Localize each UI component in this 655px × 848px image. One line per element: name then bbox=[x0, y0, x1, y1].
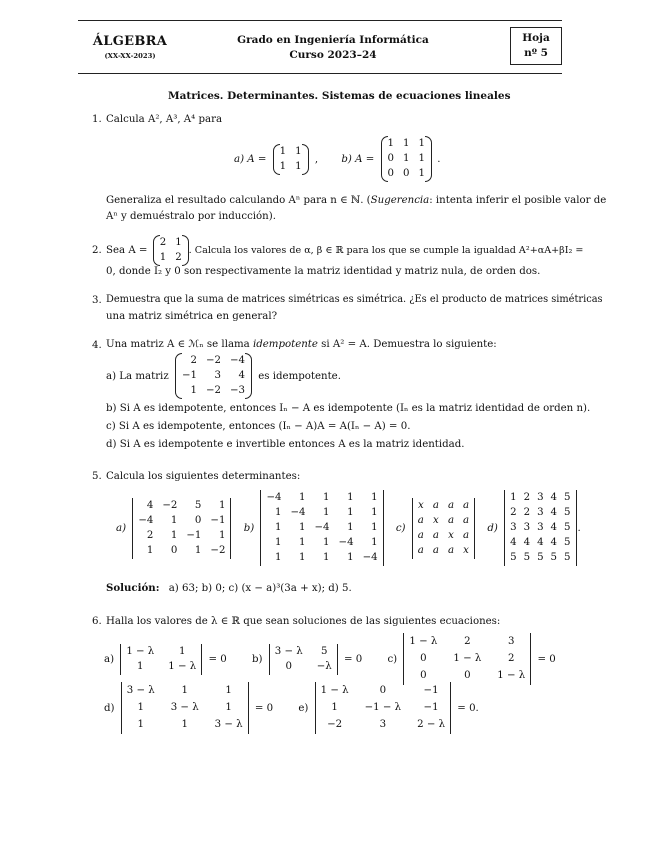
ex2-matrix bbox=[153, 236, 189, 265]
matrix-entry: 1 bbox=[418, 168, 425, 179]
matrix-entry: 3 − λ bbox=[214, 719, 243, 730]
matrix-entry: 1 bbox=[137, 660, 144, 672]
matrix-entry: a bbox=[447, 514, 455, 526]
matrix-entry: a bbox=[463, 514, 470, 526]
matrix-entry: −1 bbox=[181, 370, 197, 381]
ex5-a-label: a) bbox=[116, 522, 127, 534]
matrix-entry: 0 bbox=[464, 670, 471, 681]
ex6-a-eq: = 0 bbox=[208, 653, 227, 665]
ex1-gen-a: Generaliza el resultado calculando Aⁿ para n ∈ ℕ. ( bbox=[106, 195, 371, 206]
ex5-a-det bbox=[131, 499, 232, 558]
matrix-entry: 1 bbox=[190, 385, 197, 396]
ex6-row1 bbox=[104, 634, 556, 684]
matrix-entry: −2 bbox=[210, 544, 226, 556]
ex5-c-label: c) bbox=[395, 522, 406, 534]
matrix-entry: 1 bbox=[274, 537, 282, 548]
matrix-entry: −4 bbox=[362, 552, 378, 563]
ex6-row2 bbox=[104, 683, 479, 733]
ex1-a-matrix bbox=[273, 145, 309, 174]
matrix-entry: 1 bbox=[299, 492, 306, 503]
period: . bbox=[437, 153, 441, 165]
matrix-entry: 2 bbox=[510, 507, 517, 518]
matrix-entry: a bbox=[417, 514, 424, 526]
matrix-entry: 2 bbox=[146, 529, 154, 541]
matrix-entry: 1 bbox=[179, 645, 186, 657]
ex6-b-label: b) bbox=[251, 653, 263, 665]
matrix-entry: 2 bbox=[464, 636, 471, 647]
ex1-a-label: a) A = bbox=[234, 153, 267, 165]
ex1-gen-b: : intenta inferir el posible valor de bbox=[429, 195, 607, 206]
matrix-entry: −λ bbox=[316, 660, 332, 672]
matrix-entry: −4 bbox=[266, 492, 282, 503]
ex5-c-det bbox=[411, 499, 476, 558]
matrix-entry: −2 bbox=[327, 719, 343, 730]
matrix-entry: 5 bbox=[510, 552, 517, 563]
matrix-entry: 1 bbox=[387, 138, 394, 149]
header bbox=[78, 20, 562, 74]
ex5-b-label: b) bbox=[243, 522, 255, 534]
matrix-entry: 5 bbox=[523, 552, 531, 563]
matrix-entry: 3 bbox=[508, 636, 515, 647]
matrix-entry: 1 bbox=[331, 702, 338, 713]
ex3-line2: una matriz simétrica en general? bbox=[106, 311, 278, 322]
ex6-intro: Halla los valores de λ ∈ ℝ que sean soluciones de las siguientes ecuaciones: bbox=[106, 616, 501, 627]
matrix-entry: 1 bbox=[170, 529, 178, 541]
matrix-entry: 1 bbox=[274, 522, 282, 533]
matrix-entry: 4 bbox=[510, 537, 517, 548]
matrix-entry: 4 bbox=[146, 499, 154, 511]
ex2-post: . Calcula los valores de α, β ∈ ℝ para los que se cumple la igualdad A²+αA+βI₂ = bbox=[188, 245, 584, 256]
ex5-b-det bbox=[259, 491, 384, 565]
matrix-entry: a bbox=[432, 499, 439, 511]
matrix-entry: 2 bbox=[159, 237, 167, 248]
matrix-entry: −4 bbox=[314, 522, 330, 533]
matrix-entry: 1 bbox=[371, 537, 378, 548]
ex6-d-det bbox=[120, 683, 250, 733]
matrix-entry: −1 bbox=[186, 529, 202, 541]
matrix-entry: 2 − λ bbox=[417, 719, 446, 730]
ex4-l1b: si A² = A. Demuestra lo siguiente: bbox=[317, 339, 497, 350]
matrix-entry: 1 − λ bbox=[497, 670, 526, 681]
ex2-number: 2. bbox=[92, 245, 102, 256]
subject-code: (XX-XX-2023) bbox=[104, 52, 156, 60]
ex6-number: 6. bbox=[92, 616, 102, 627]
ex6-e-label: e) bbox=[298, 702, 309, 714]
ex4-d: d) Si A es idempotente e invertible entonces A es la matriz identidad. bbox=[106, 439, 465, 450]
matrix-entry: a bbox=[447, 544, 455, 556]
matrix-entry: 4 bbox=[550, 537, 558, 548]
matrix-entry: 4 bbox=[537, 537, 544, 548]
matrix-entry: −4 bbox=[290, 507, 306, 518]
matrix-entry: 1 bbox=[279, 160, 287, 172]
matrix-entry: 0 bbox=[379, 685, 387, 696]
matrix-entry: 1 bbox=[274, 507, 282, 518]
matrix-entry: 0 bbox=[170, 544, 178, 556]
ex5-solution bbox=[106, 582, 352, 594]
matrix-entry: −4 bbox=[230, 355, 246, 366]
matrix-entry: −2 bbox=[162, 499, 178, 511]
course-block bbox=[228, 33, 438, 63]
ex5-intro: Calcula los siguientes determinantes: bbox=[106, 471, 301, 482]
ex3-line1: Demuestra que la suma de matrices simétricas es simétrica. ¿Es el producto de matrices simétricas bbox=[106, 294, 603, 305]
matrix-entry: a bbox=[447, 499, 455, 511]
matrix-entry: −4 bbox=[338, 537, 354, 548]
matrix-entry: −4 bbox=[138, 514, 154, 526]
comma: , bbox=[314, 153, 319, 165]
matrix-entry: 5 bbox=[320, 645, 328, 657]
matrix-entry: −1 bbox=[210, 514, 226, 526]
matrix-entry: 1 bbox=[218, 499, 226, 511]
ex4-b: b) Si A es idempotente, entonces Iₙ − A es idempotente (Iₙ es la matriz identidad de orden n). bbox=[106, 403, 591, 414]
matrix-entry: 1 bbox=[295, 145, 302, 157]
matrix-entry: 5 bbox=[564, 552, 571, 563]
matrix-entry: 1 bbox=[299, 552, 306, 563]
matrix-entry: 1 bbox=[418, 138, 425, 149]
matrix-entry: 1 bbox=[170, 514, 178, 526]
matrix-entry: 1 bbox=[137, 702, 144, 713]
matrix-entry: 0 bbox=[194, 514, 202, 526]
matrix-entry: 3 − λ bbox=[274, 645, 303, 657]
ex5-d-label: d) bbox=[487, 522, 498, 534]
matrix-entry: 1 bbox=[347, 522, 354, 533]
matrix-entry: 3 bbox=[537, 522, 544, 533]
matrix-entry: 1 bbox=[181, 719, 188, 730]
matrix-entry: 1 bbox=[299, 522, 306, 533]
matrix-entry: 1 − λ bbox=[126, 645, 155, 657]
matrix-entry: 5 bbox=[194, 499, 202, 511]
matrix-entry: 1 bbox=[418, 153, 425, 164]
matrix-entry: 3 bbox=[523, 522, 531, 533]
matrix-entry: 5 bbox=[564, 522, 571, 533]
matrix-entry: a bbox=[417, 544, 424, 556]
ex6-a-det bbox=[119, 645, 203, 674]
ex4-number: 4. bbox=[92, 340, 102, 351]
sheet-number: nº 5 bbox=[524, 47, 548, 59]
matrix-entry: 1 − λ bbox=[168, 660, 197, 672]
matrix-entry: 1 − λ bbox=[409, 636, 438, 647]
matrix-entry: x bbox=[417, 499, 424, 511]
matrix-entry: 4 bbox=[523, 537, 531, 548]
matrix-entry: 2 bbox=[175, 252, 182, 263]
ex1-generalize-line2: Aⁿ y demuéstralo por inducción). bbox=[106, 211, 276, 222]
matrix-entry: 5 bbox=[550, 552, 558, 563]
ex5-d-det bbox=[503, 491, 577, 565]
matrix-entry: 1 − λ bbox=[453, 653, 482, 664]
matrix-entry: 1 bbox=[279, 145, 287, 157]
matrix-entry: 1 bbox=[146, 544, 154, 556]
matrix-entry: 1 bbox=[225, 702, 232, 713]
matrix-entry: 3 bbox=[379, 719, 387, 730]
ex5-solution-text: a) 63; b) 0; c) (x − a)³(3a + x); d) 5. bbox=[168, 583, 352, 594]
ex5-solution-label: Solución: bbox=[106, 582, 160, 594]
ex6-d-eq: = 0 bbox=[254, 702, 274, 714]
ex2-pre: Sea A = bbox=[106, 245, 148, 256]
matrix-entry: a bbox=[463, 529, 470, 541]
matrix-entry: −3 bbox=[230, 385, 246, 396]
ex1-generalize-line1 bbox=[106, 193, 606, 209]
ex5-end: . bbox=[577, 522, 581, 534]
matrix-entry: 5 bbox=[564, 507, 571, 518]
matrix-entry: 3 bbox=[537, 492, 544, 503]
matrix-entry: 0 bbox=[403, 168, 410, 179]
matrix-entry: 3 bbox=[537, 507, 544, 518]
ex6-e-eq: = 0. bbox=[457, 702, 479, 714]
ex4-a bbox=[106, 354, 341, 398]
matrix-entry: a bbox=[417, 529, 424, 541]
degree-name: Grado en Ingeniería Informática bbox=[237, 34, 429, 46]
matrix-entry: 1 − λ bbox=[320, 685, 349, 696]
course-year: Curso 2023–24 bbox=[289, 49, 377, 61]
matrix-entry: 1 bbox=[181, 685, 188, 696]
matrix-entry: 3 − λ bbox=[126, 685, 155, 696]
ex5-determinants bbox=[116, 491, 581, 565]
matrix-entry: 1 bbox=[323, 507, 330, 518]
matrix-entry: 1 bbox=[137, 719, 144, 730]
ex6-d-label: d) bbox=[104, 702, 115, 714]
matrix-entry: x bbox=[463, 544, 469, 556]
ex5-number: 5. bbox=[92, 471, 102, 482]
ex4-idempotent-word: idempotente bbox=[253, 339, 318, 350]
matrix-entry: 1 bbox=[371, 492, 378, 503]
ex4-a-matrix bbox=[175, 354, 252, 398]
ex2-line1 bbox=[106, 236, 583, 265]
matrix-entry: 5 bbox=[564, 537, 571, 548]
sheet-label: Hoja bbox=[522, 32, 550, 44]
ex6-b-eq: = 0 bbox=[343, 653, 363, 665]
matrix-entry: 1 bbox=[403, 138, 410, 149]
ex1-b-matrix bbox=[381, 137, 432, 181]
ex4-a-pre: a) La matriz bbox=[106, 370, 169, 382]
matrix-entry: a bbox=[463, 499, 470, 511]
ex1-formula bbox=[234, 137, 440, 181]
matrix-entry: x bbox=[448, 529, 454, 541]
matrix-entry: 2 bbox=[523, 507, 531, 518]
subject-title: ÁLGEBRA bbox=[92, 34, 168, 49]
matrix-entry: 1 bbox=[371, 507, 378, 518]
matrix-entry: −1 − λ bbox=[364, 702, 402, 713]
matrix-entry: 1 bbox=[159, 252, 167, 263]
matrix-entry: 1 bbox=[194, 544, 202, 556]
ex1-number: 1. bbox=[92, 114, 102, 125]
matrix-entry: 4 bbox=[238, 370, 246, 381]
ex6-c-det bbox=[402, 634, 532, 684]
matrix-entry: a bbox=[432, 529, 439, 541]
ex3-number: 3. bbox=[92, 295, 102, 306]
ex6-c-label: c) bbox=[387, 653, 398, 665]
matrix-entry: 5 bbox=[564, 492, 571, 503]
matrix-entry: 1 bbox=[295, 160, 302, 172]
matrix-entry: 1 bbox=[347, 492, 354, 503]
matrix-entry: 1 bbox=[347, 507, 354, 518]
matrix-entry: 3 bbox=[510, 522, 517, 533]
matrix-entry: 4 bbox=[550, 507, 558, 518]
subject-block bbox=[90, 34, 170, 60]
matrix-entry: 1 bbox=[403, 153, 410, 164]
matrix-entry: −2 bbox=[205, 355, 221, 366]
ex2-line2: 0, donde I₂ y 0 son respectivamente la matriz identidad y matriz nula, de orden dos. bbox=[106, 266, 541, 277]
sheet-box bbox=[510, 27, 562, 65]
ex4-c: c) Si A es idempotente, entonces (Iₙ − A)A = A(Iₙ − A) = 0. bbox=[106, 421, 411, 432]
matrix-entry: 1 bbox=[218, 529, 226, 541]
matrix-entry: 0 bbox=[387, 168, 394, 179]
ex1-suggestion: Sugerencia bbox=[370, 195, 430, 206]
matrix-entry: −2 bbox=[205, 385, 221, 396]
matrix-entry: 1 bbox=[299, 537, 306, 548]
matrix-entry: x bbox=[433, 514, 439, 526]
matrix-entry: 0 bbox=[387, 153, 394, 164]
ex1-intro: Calcula A², A³, A⁴ para bbox=[106, 114, 223, 125]
matrix-entry: 4 bbox=[550, 492, 558, 503]
matrix-entry: 1 bbox=[225, 685, 232, 696]
ex1-b-label: b) A = bbox=[341, 153, 375, 165]
matrix-entry: 1 bbox=[510, 492, 517, 503]
matrix-entry: −1 bbox=[423, 685, 439, 696]
ex4-a-post: es idempotente. bbox=[258, 370, 341, 382]
matrix-entry: 1 bbox=[323, 492, 330, 503]
matrix-entry: −1 bbox=[423, 702, 439, 713]
matrix-entry: 1 bbox=[347, 552, 354, 563]
ex6-c-eq: = 0 bbox=[537, 653, 556, 665]
ex6-a-label: a) bbox=[104, 653, 115, 665]
matrix-entry: 0 bbox=[285, 660, 292, 672]
page-title: Matrices. Determinantes. Sistemas de ecuaciones lineales bbox=[168, 90, 511, 102]
matrix-entry: 1 bbox=[274, 552, 282, 563]
matrix-entry: 2 bbox=[190, 355, 197, 366]
matrix-entry: 0 bbox=[420, 670, 427, 681]
matrix-entry: 4 bbox=[550, 522, 558, 533]
matrix-entry: 1 bbox=[323, 552, 330, 563]
matrix-entry: a bbox=[432, 544, 439, 556]
matrix-entry: 3 bbox=[214, 370, 221, 381]
matrix-entry: 1 bbox=[371, 522, 378, 533]
matrix-entry: 3 − λ bbox=[170, 702, 199, 713]
matrix-entry: 2 bbox=[508, 653, 515, 664]
matrix-entry: 0 bbox=[420, 653, 427, 664]
matrix-entry: 5 bbox=[537, 552, 544, 563]
ex6-e-det bbox=[314, 683, 452, 733]
ex6-b-det bbox=[268, 645, 339, 674]
matrix-entry: 1 bbox=[175, 237, 182, 248]
matrix-entry: 1 bbox=[323, 537, 330, 548]
matrix-entry: 2 bbox=[523, 492, 531, 503]
ex4-l1a: Una matriz A ∈ ℳₙ se llama bbox=[106, 339, 253, 350]
ex4-line1 bbox=[106, 337, 497, 353]
